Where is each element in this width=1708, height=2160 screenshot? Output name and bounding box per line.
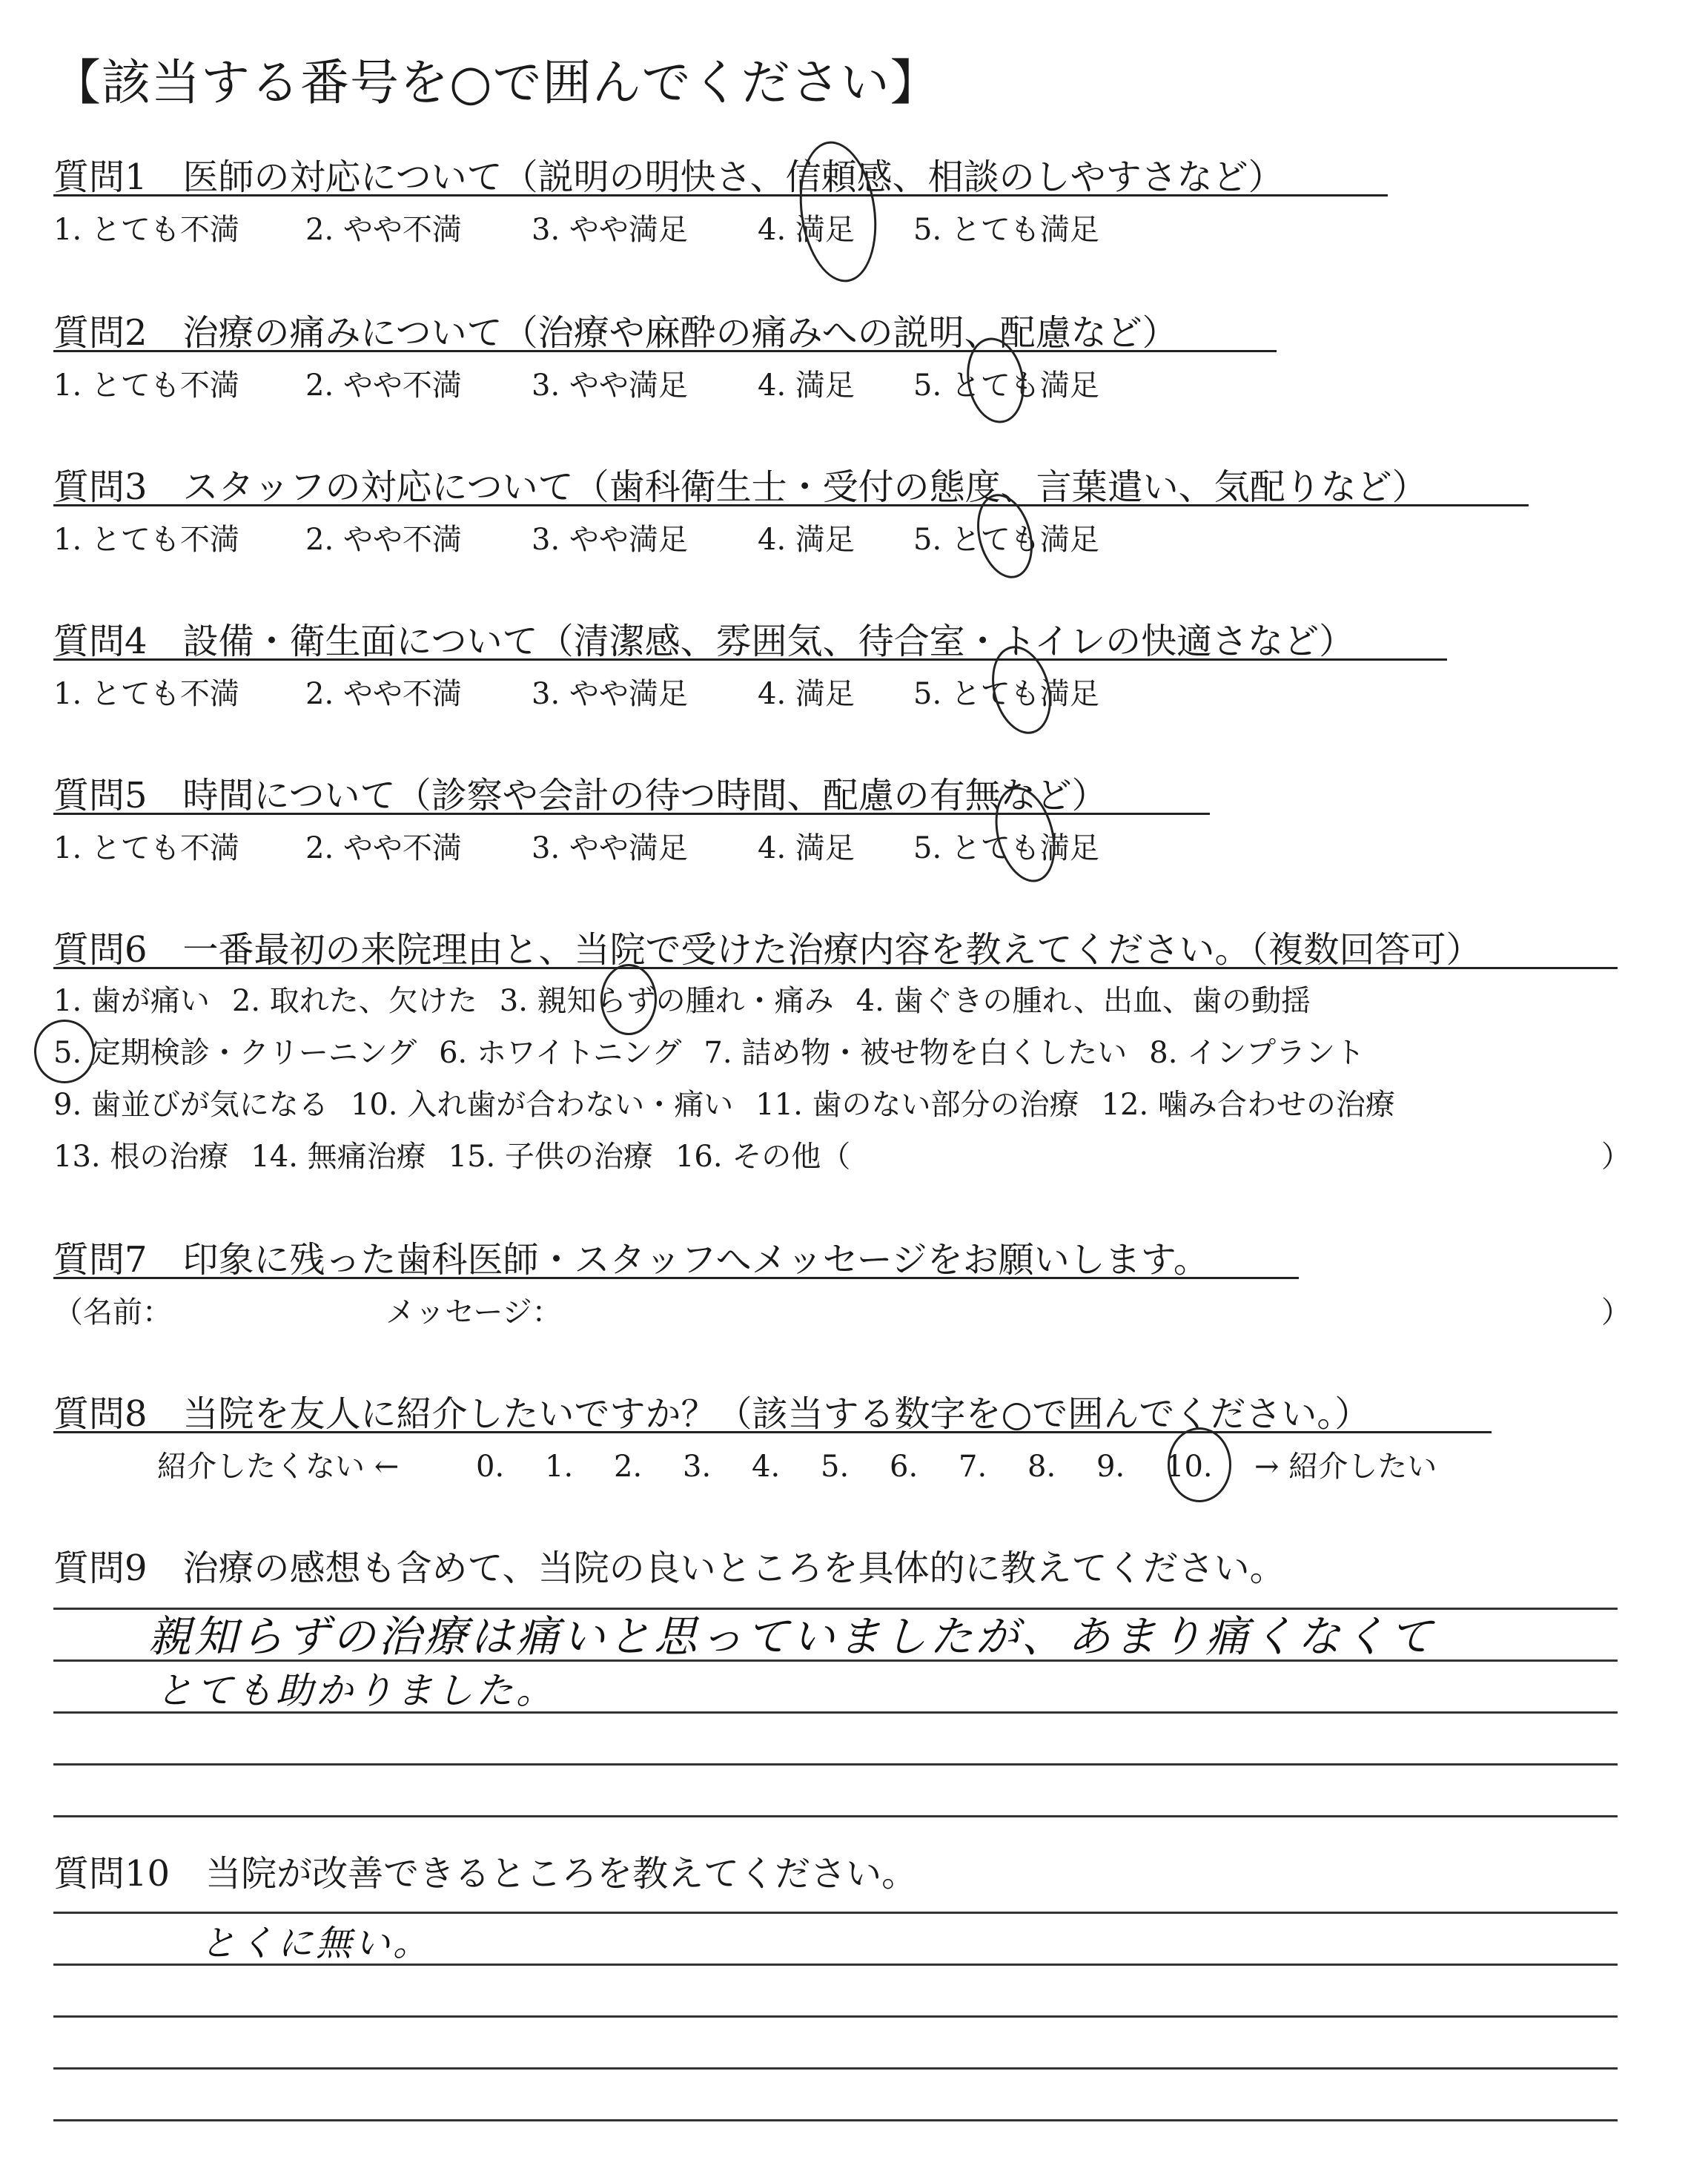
q3-option-2[interactable]: 2. やや不満 <box>305 523 462 557</box>
q6-row-2 <box>53 1029 1387 1071</box>
q4-option-1[interactable]: 1. とても不満 <box>53 677 239 711</box>
q6-option-9[interactable]: 9. 歯並びが気になる <box>53 1088 328 1122</box>
q3-option-5[interactable]: 5. とても満足 <box>913 523 1099 557</box>
q6-row-1 <box>53 977 1333 1020</box>
q6-option-6[interactable]: 6. ホワイトニング <box>439 1036 682 1070</box>
q4-option-2[interactable]: 2. やや不満 <box>305 677 462 711</box>
q8-score-5[interactable]: 5. <box>821 1450 850 1484</box>
question-1-title: 質問1 医師の対応について（説明の明快さ、信頼感、相談のしやすさなど） <box>53 156 1284 198</box>
q5-option-4[interactable]: 4. 満足 <box>758 831 855 865</box>
q8-right-label: → 紹介したい <box>1254 1450 1437 1484</box>
question-8-underline <box>53 1431 1492 1433</box>
q8-score-6[interactable]: 6. <box>890 1450 918 1484</box>
q3-option-3[interactable]: 3. やや満足 <box>532 523 688 557</box>
q6-option-12[interactable]: 12. 噛み合わせの治療 <box>1101 1088 1395 1122</box>
question-6-title: 質問6 一番最初の来院理由と、当院で受けた治療内容を教えてください。（複数回答可） <box>53 929 1482 971</box>
q6-option-2[interactable]: 2. 取れた、欠けた <box>231 984 477 1018</box>
q5-option-5[interactable]: 5. とても満足 <box>913 831 1099 865</box>
q8-scale-row <box>157 1443 1437 1485</box>
q8-score-4[interactable]: 4. <box>752 1450 781 1484</box>
q10-handwritten-answer: とくに無い。 <box>200 1923 432 1964</box>
question-4-title: 質問4 設備・衛生面について（清潔感、雰囲気、待合室・トイレの快適さなど） <box>53 621 1355 662</box>
q3-option-4[interactable]: 4. 満足 <box>758 523 855 557</box>
question-1-underline <box>53 194 1388 196</box>
q6-option-7[interactable]: 7. 詰め物・被せ物を白くしたい <box>704 1036 1128 1070</box>
q6-option-11[interactable]: 11. 歯のない部分の治療 <box>755 1088 1079 1122</box>
q9-answer-line-4 <box>53 1763 1618 1766</box>
q2-option-1[interactable]: 1. とても不満 <box>53 369 239 403</box>
question-6-underline <box>53 967 1618 969</box>
q1-option-2[interactable]: 2. やや不満 <box>305 213 462 247</box>
q8-score-10[interactable]: 10. <box>1165 1450 1213 1484</box>
question-7-title: 質問7 印象に残った歯科医師・スタッフへメッセージをお願いします。 <box>53 1239 1209 1281</box>
q6-option-13[interactable]: 13. 根の治療 <box>53 1140 229 1174</box>
question-4-underline <box>53 658 1447 661</box>
question-3-underline <box>53 504 1529 506</box>
q6-option-1[interactable]: 1. 歯が痛い <box>53 984 210 1018</box>
q8-left-label: 紹介したくない ← <box>157 1450 400 1484</box>
q8-score-9[interactable]: 9. <box>1096 1450 1125 1484</box>
q4-option-3[interactable]: 3. やや満足 <box>532 677 688 711</box>
q3-option-1[interactable]: 1. とても不満 <box>53 523 239 557</box>
q8-answer-circle <box>1168 1427 1231 1502</box>
q1-option-5[interactable]: 5. とても満足 <box>913 213 1099 247</box>
question-5-title: 質問5 時間について（診察や会計の待つ時間、配慮の有無など） <box>53 775 1108 816</box>
q6-option-16[interactable]: 16. その他（ <box>675 1140 851 1174</box>
q7-message-label: メッセージ： <box>385 1295 562 1330</box>
q1-option-1[interactable]: 1. とても不満 <box>53 213 239 247</box>
question-2-options <box>53 362 1099 404</box>
page-title: 【該当する番号を○で囲んでください】 <box>52 54 940 111</box>
q4-option-4[interactable]: 4. 満足 <box>758 677 855 711</box>
question-8-title: 質問8 当院を友人に紹介したいですか？（該当する数字を○で囲んでください。） <box>53 1393 1371 1435</box>
q10-answer-line-5 <box>53 2119 1618 2121</box>
q5-option-3[interactable]: 3. やや満足 <box>532 831 688 865</box>
q9-answer-line-5 <box>53 1815 1618 1817</box>
q10-answer-line-1 <box>53 1912 1618 1914</box>
q2-option-2[interactable]: 2. やや不満 <box>305 369 462 403</box>
question-2-title: 質問2 治療の痛みについて（治療や麻酔の痛みへの説明、配慮など） <box>53 312 1178 354</box>
q2-option-3[interactable]: 3. やや満足 <box>532 369 688 403</box>
q6-answer-circle-3 <box>600 964 657 1035</box>
q6-answer-circle-5 <box>34 1020 95 1083</box>
q5-option-2[interactable]: 2. やや不満 <box>305 831 462 865</box>
question-10-title: 質問10 当院が改善できるところを教えてください。 <box>53 1853 918 1895</box>
q7-close-paren: ） <box>1601 1295 1631 1330</box>
question-1-options <box>53 206 1099 248</box>
q5-option-1[interactable]: 1. とても不満 <box>53 831 239 865</box>
q8-score-3[interactable]: 3. <box>683 1450 712 1484</box>
q8-score-1[interactable]: 1. <box>545 1450 574 1484</box>
q6-option-8[interactable]: 8. インプラント <box>1149 1036 1366 1070</box>
question-5-options <box>53 825 1099 867</box>
q2-option-4[interactable]: 4. 満足 <box>758 369 855 403</box>
q10-answer-line-4 <box>53 2067 1618 2070</box>
q2-option-5[interactable]: 5. とても満足 <box>913 369 1099 403</box>
q1-option-4[interactable]: 4. 満足 <box>758 213 855 247</box>
q6-option-15[interactable]: 15. 子供の治療 <box>448 1140 653 1174</box>
q8-score-7[interactable]: 7. <box>959 1450 987 1484</box>
q8-score-0[interactable]: 0. <box>476 1450 505 1484</box>
q7-name-label: （名前： <box>53 1295 172 1330</box>
question-2-underline <box>53 350 1277 352</box>
q6-option-5[interactable]: 5. 定期検診・クリーニング <box>53 1036 417 1070</box>
q4-option-5[interactable]: 5. とても満足 <box>913 677 1099 711</box>
q10-answer-line-3 <box>53 2015 1618 2018</box>
q9-handwritten-answer-1: 親知らずの治療は痛いと思っていましたが、あまり痛くなくて <box>148 1611 1436 1662</box>
q1-option-3[interactable]: 3. やや満足 <box>532 213 688 247</box>
q8-score-8[interactable]: 8. <box>1027 1450 1056 1484</box>
q6-option-3[interactable]: 3. 親知らずの腫れ・痛み <box>499 984 834 1018</box>
q6-option-14[interactable]: 14. 無痛治療 <box>251 1140 426 1174</box>
q6-row-4 <box>53 1133 873 1175</box>
question-3-title: 質問3 スタッフの対応について（歯科衛生士・受付の態度、言葉遣い、気配りなど） <box>53 466 1428 508</box>
q6-row-3 <box>53 1081 1417 1123</box>
question-4-options <box>53 670 1099 713</box>
question-7-underline <box>53 1277 1299 1279</box>
q6-option-10[interactable]: 10. 入れ歯が合わない・痛い <box>350 1088 734 1122</box>
q6-option-4[interactable]: 4. 歯ぐきの腫れ、出血、歯の動揺 <box>855 984 1311 1018</box>
question-9-title: 質問9 治療の感想も含めて、当院の良いところを具体的に教えてください。 <box>53 1548 1285 1589</box>
q9-handwritten-answer-2: とても助かりました。 <box>156 1669 556 1712</box>
q6-other-close-paren: ） <box>1601 1140 1631 1174</box>
q8-score-2[interactable]: 2. <box>614 1450 643 1484</box>
question-3-options <box>53 516 1099 558</box>
